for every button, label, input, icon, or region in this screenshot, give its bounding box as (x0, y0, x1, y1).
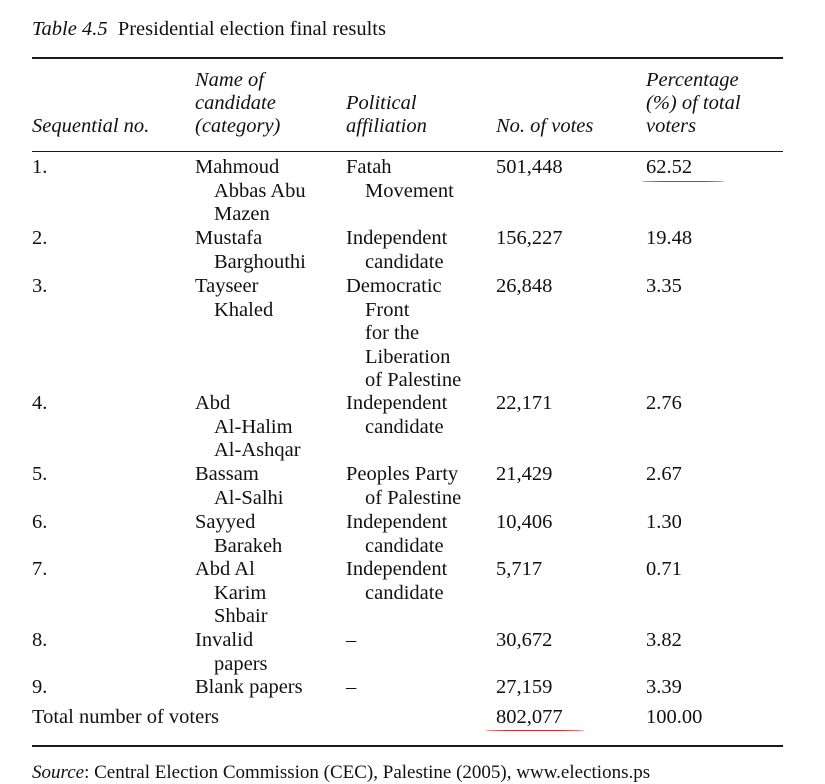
candidate-name-line: Al-Ashqar (214, 439, 301, 461)
candidate-name-line: Shbair (214, 605, 268, 627)
header-candidate-name-line: candidate (195, 92, 276, 114)
header-political-affiliation-line: Political (346, 92, 417, 114)
affiliation-line: for the (365, 322, 420, 344)
affiliation-line: Independent (346, 227, 448, 249)
affiliation-line: Front (365, 298, 410, 321)
candidate-name-line: Abbas Abu (214, 179, 306, 202)
affiliation-line: of Palestine (365, 486, 462, 509)
row-percentage: 3.35 (646, 275, 682, 297)
affiliation-line: of Palestine (365, 369, 462, 391)
row-percentage: 3.82 (646, 629, 682, 651)
row-political-affiliation (346, 275, 461, 393)
table-title: Presidential election final results (117, 18, 386, 40)
header-candidate-name-line: (category) (195, 115, 281, 137)
header-no-of-votes-line: No. of votes (496, 115, 594, 137)
header-percentage-line: voters (646, 115, 697, 137)
candidate-name-line: Abd Al (195, 558, 255, 580)
row-percentage: 2.76 (646, 392, 682, 414)
candidate-name-line: Mustafa (195, 227, 263, 249)
row-candidate-name (195, 676, 303, 700)
red-underline-total-votes (486, 730, 584, 731)
candidate-name-line: Al-Halim (214, 415, 293, 438)
affiliation-line: Liberation (365, 345, 451, 368)
row-votes: 26,848 (496, 275, 553, 297)
total-label: Total number of voters (32, 706, 220, 728)
affiliation-line: Independent (346, 558, 448, 580)
header-rule (32, 151, 783, 152)
row-candidate-name (195, 558, 268, 629)
header-percentage-line: (%) of total (646, 92, 741, 114)
row-votes: 30,672 (496, 629, 553, 651)
row-political-affiliation (346, 676, 356, 700)
row-political-affiliation (346, 511, 447, 558)
candidate-name-line: Invalid (195, 629, 254, 651)
candidate-name-line: papers (214, 652, 268, 675)
candidate-name-line: Barghouthi (214, 250, 306, 273)
affiliation-line: – (346, 676, 357, 698)
header-no-of-votes (496, 115, 593, 138)
candidate-name-line: Mazen (214, 203, 270, 225)
row-votes: 156,227 (496, 227, 563, 249)
table-source (32, 762, 650, 784)
candidate-name-line: Al-Salhi (214, 486, 284, 509)
header-candidate-name (195, 69, 280, 138)
row-sequence-number: 7. (32, 558, 48, 580)
row-sequence-number: 9. (32, 676, 48, 698)
row-percentage: 62.52 (646, 156, 693, 178)
affiliation-line: Movement (365, 179, 454, 202)
row-votes: 21,429 (496, 463, 553, 485)
candidate-name-line: Barakeh (214, 534, 283, 557)
affiliation-line: – (346, 629, 357, 651)
row-sequence-number: 2. (32, 227, 48, 249)
row-votes: 22,171 (496, 392, 553, 414)
header-sequential-no-line: Sequential no. (32, 115, 150, 137)
row-percentage: 19.48 (646, 227, 693, 249)
affiliation-line: Independent (346, 511, 448, 533)
row-political-affiliation (346, 463, 461, 510)
row-percentage: 2.67 (646, 463, 682, 485)
row-political-affiliation (346, 227, 447, 274)
candidate-name-line: Khaled (214, 298, 274, 321)
row-sequence-number: 8. (32, 629, 48, 651)
row-votes: 5,717 (496, 558, 543, 580)
row-votes: 27,159 (496, 676, 553, 698)
candidate-name-line: Mahmoud (195, 156, 280, 178)
table-caption (32, 18, 386, 41)
row-sequence-number: 4. (32, 392, 48, 414)
candidate-name-line: Karim (214, 581, 267, 604)
total-percentage: 100.00 (646, 706, 703, 728)
row-votes: 501,448 (496, 156, 563, 178)
bottom-rule (32, 745, 783, 747)
affiliation-line: candidate (365, 250, 444, 273)
row-sequence-number: 5. (32, 463, 48, 485)
affiliation-line: Fatah (346, 156, 392, 178)
table-number: Table 4.5 (32, 18, 108, 40)
row-sequence-number: 1. (32, 156, 48, 178)
row-political-affiliation (346, 392, 447, 439)
total-votes: 802,077 (496, 706, 563, 728)
candidate-name-line: Sayyed (195, 511, 256, 533)
candidate-name-line: Bassam (195, 463, 259, 485)
row-candidate-name (195, 463, 283, 510)
row-political-affiliation (346, 558, 447, 605)
header-political-affiliation (346, 92, 427, 138)
row-percentage: 3.39 (646, 676, 682, 698)
row-candidate-name (195, 629, 268, 676)
row-sequence-number: 3. (32, 275, 48, 297)
candidate-name-line: Blank papers (195, 676, 303, 698)
affiliation-line: Peoples Party (346, 463, 459, 485)
row-sequence-number: 6. (32, 511, 48, 533)
affiliation-line: Democratic (346, 275, 442, 297)
row-candidate-name (195, 227, 306, 274)
header-political-affiliation-line: affiliation (346, 115, 427, 137)
row-political-affiliation (346, 629, 356, 653)
candidate-name-line: Abd (195, 392, 231, 414)
source-label: Source (32, 762, 85, 783)
red-underline-62-52 (642, 181, 724, 182)
header-percentage (646, 69, 741, 138)
row-percentage: 0.71 (646, 558, 682, 580)
affiliation-line: candidate (365, 415, 444, 438)
row-candidate-name (195, 392, 301, 463)
row-votes: 10,406 (496, 511, 553, 533)
candidate-name-line: Tayseer (195, 275, 259, 297)
header-candidate-name-line: Name of (195, 69, 264, 91)
header-sequential-no (32, 115, 149, 138)
affiliation-line: candidate (365, 581, 444, 604)
row-candidate-name (195, 511, 282, 558)
header-percentage-line: Percentage (646, 69, 739, 91)
row-candidate-name (195, 275, 273, 322)
row-percentage: 1.30 (646, 511, 682, 533)
source-text: : Central Election Commission (CEC), Palestine (2005), www.elections.ps (84, 762, 651, 783)
row-candidate-name (195, 156, 306, 227)
affiliation-line: candidate (365, 534, 444, 557)
row-political-affiliation (346, 156, 454, 203)
affiliation-line: Independent (346, 392, 448, 414)
top-rule (32, 57, 783, 59)
